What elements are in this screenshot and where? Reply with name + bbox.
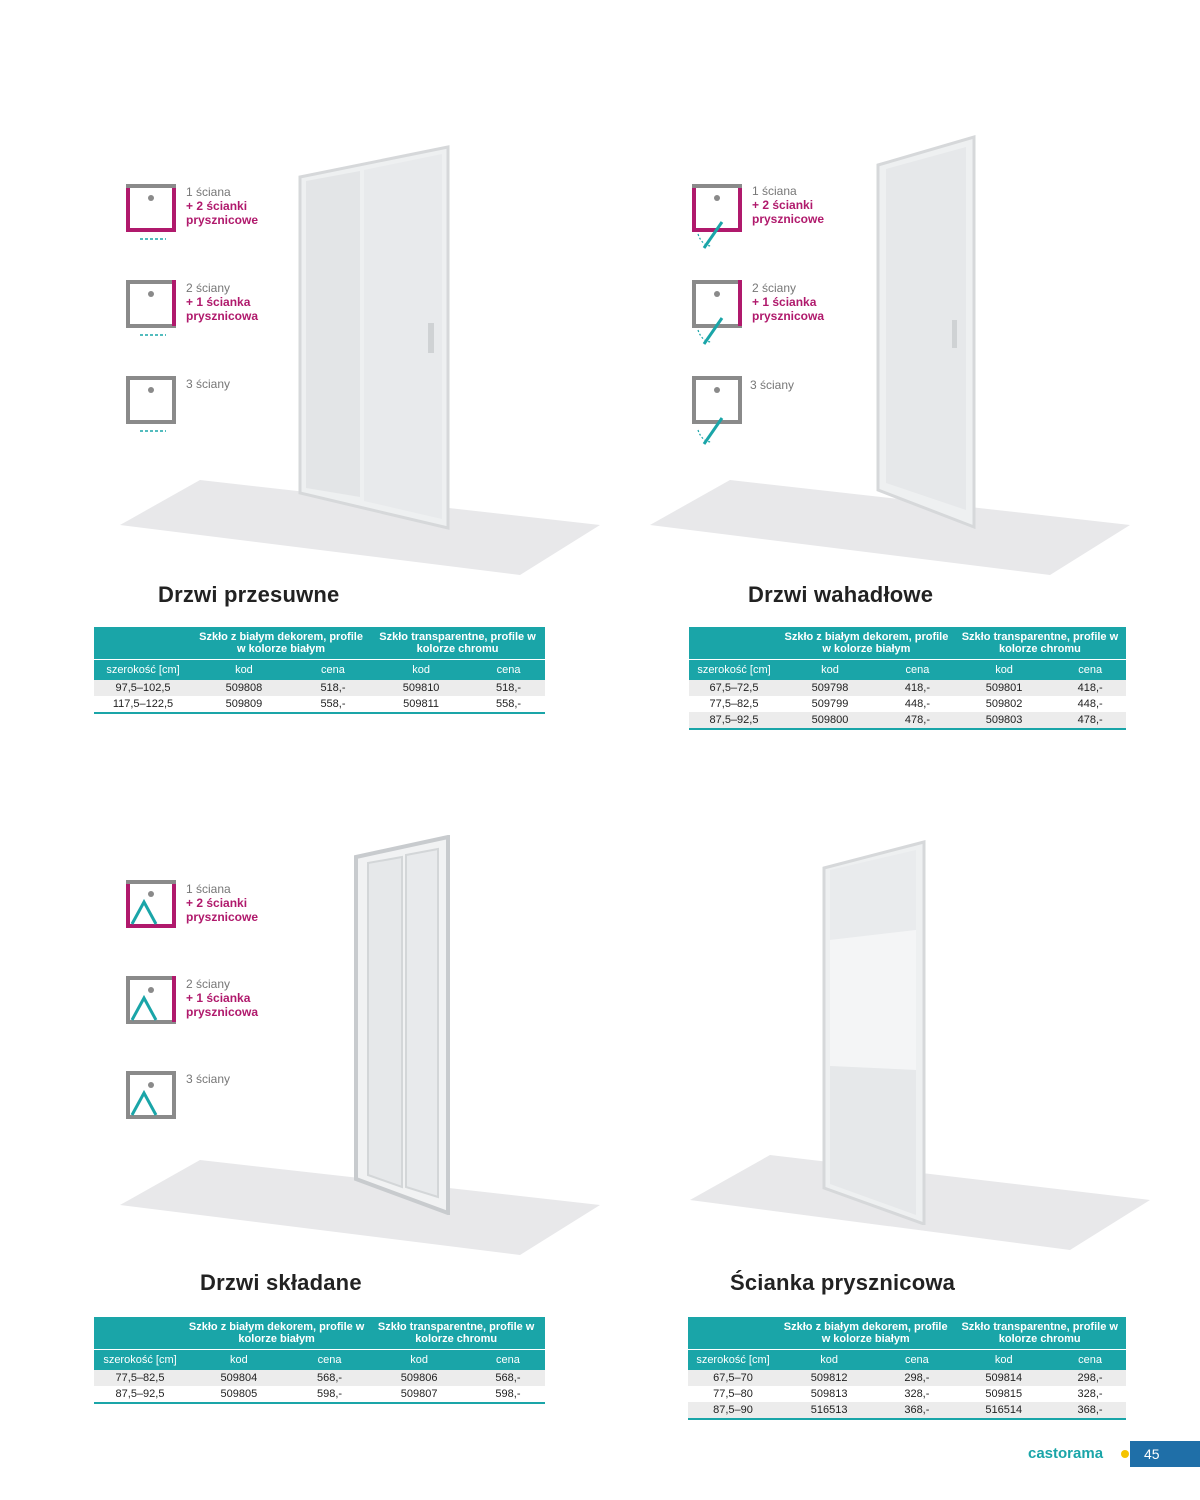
product-title: Ścianka prysznicowa bbox=[730, 1270, 956, 1295]
icon-label-2-walls: 2 ściany + 1 ścianka prysznicowa bbox=[186, 281, 259, 323]
table-row: 67,5–72,5 509798 418,- 509801 418,- bbox=[689, 680, 1126, 696]
icon-label-3-walls: 3 ściany bbox=[186, 1072, 231, 1086]
shower-panel-image bbox=[820, 840, 932, 1225]
icon-label-1-wall: 1 ściana + 2 ścianki prysznicowe bbox=[186, 185, 259, 227]
layout-icon-3-walls bbox=[692, 376, 744, 438]
product-title: Drzwi przesuwne bbox=[158, 582, 340, 607]
layout-icon-2-walls bbox=[126, 976, 178, 1038]
swing-door-image bbox=[876, 135, 980, 530]
sliding-door-image bbox=[298, 145, 458, 530]
folding-door-image bbox=[350, 835, 454, 1215]
layout-icon-1-wall bbox=[692, 184, 744, 246]
icon-label-2-walls: 2 ściany + 1 ścianka prysznicowa bbox=[186, 977, 259, 1019]
layout-icon-2-walls bbox=[126, 280, 178, 342]
table-row: 67,5–70 509812 298,- 509814 298,- bbox=[688, 1370, 1126, 1386]
table-row: 117,5–122,5 509809 558,- 509811 558,- bbox=[94, 696, 545, 713]
icon-label-2-walls: 2 ściany + 1 ścianka prysznicowa bbox=[752, 281, 825, 323]
table-row: 77,5–82,5 509804 568,- 509806 568,- bbox=[94, 1370, 545, 1386]
price-table: Szkło z białym dekorem, profile w kolorze białym Szkło transparentne, profile w kolorze chromu szerokość [cm] kod cena kod cena 77,5–82,5 509804 568,- 509806 568,- 87,5–92,5 509805 598,- 509807 598,- bbox=[94, 1317, 545, 1404]
icon-label-3-walls: 3 ściany bbox=[186, 377, 231, 391]
brand-logo: castorama bbox=[1028, 1445, 1104, 1462]
icon-label-1-wall: 1 ściana + 2 ścianki prysznicowe bbox=[752, 184, 825, 226]
product-title: Drzwi wahadłowe bbox=[748, 582, 934, 607]
price-table: Szkło z białym dekorem, profile w kolorze białym Szkło transparentne, profile w kolorze chromu szerokość [cm] kod cena kod cena 97,5–102,5 509808 518,- 509810 518,- 117,5–122,5 509809 558,- 509811 558,- bbox=[94, 627, 545, 714]
layout-icon-3-walls bbox=[126, 1071, 178, 1133]
table-row: 87,5–92,5 509805 598,- 509807 598,- bbox=[94, 1386, 545, 1403]
table-row: 77,5–82,5 509799 448,- 509802 448,- bbox=[709, 698, 1103, 710]
icon-label-3-walls: 3 ściany bbox=[750, 378, 795, 392]
layout-icon-1-wall bbox=[126, 880, 178, 942]
table-row: 87,5–92,5 509800 478,- 509803 478,- bbox=[689, 712, 1126, 729]
page-number: 45 bbox=[1130, 1441, 1200, 1467]
table-row: 77,5–80 509813 328,- 509815 328,- bbox=[713, 1388, 1103, 1400]
product-title: Drzwi składane bbox=[200, 1270, 362, 1295]
layout-icon-1-wall bbox=[126, 184, 178, 246]
table-row: 87,5–90 516513 368,- 516514 368,- bbox=[688, 1402, 1126, 1419]
table-row: 97,5–102,5 509808 518,- 509810 518,- bbox=[94, 680, 545, 696]
layout-icon-2-walls bbox=[692, 280, 744, 342]
price-table: Szkło z białym dekorem, profile w kolorze białym Szkło transparentne, profile w kolorze chromu szerokość [cm] kod cena kod cena 67,5–72,5 509798 418,- 509801 418,- 77,5–82,5 509799 448,- 509802 448,- 87,5–92,5 509800 478,- 509803 478,- bbox=[689, 627, 1126, 730]
price-table: Szkło z białym dekorem, profile w kolorze białym Szkło transparentne, profile w kolorze chromu szerokość [cm] kod cena kod cena 67,5–70 509812 298,- 509814 298,- 77,5–80 509813 328,- 509815 328,- 87,5–90 516513 368,- 516514 368,- bbox=[688, 1317, 1126, 1420]
brand-logo-dot bbox=[1121, 1450, 1129, 1458]
icon-label-1-wall: 1 ściana + 2 ścianki prysznicowe bbox=[186, 882, 259, 924]
layout-icon-3-walls bbox=[126, 376, 178, 438]
